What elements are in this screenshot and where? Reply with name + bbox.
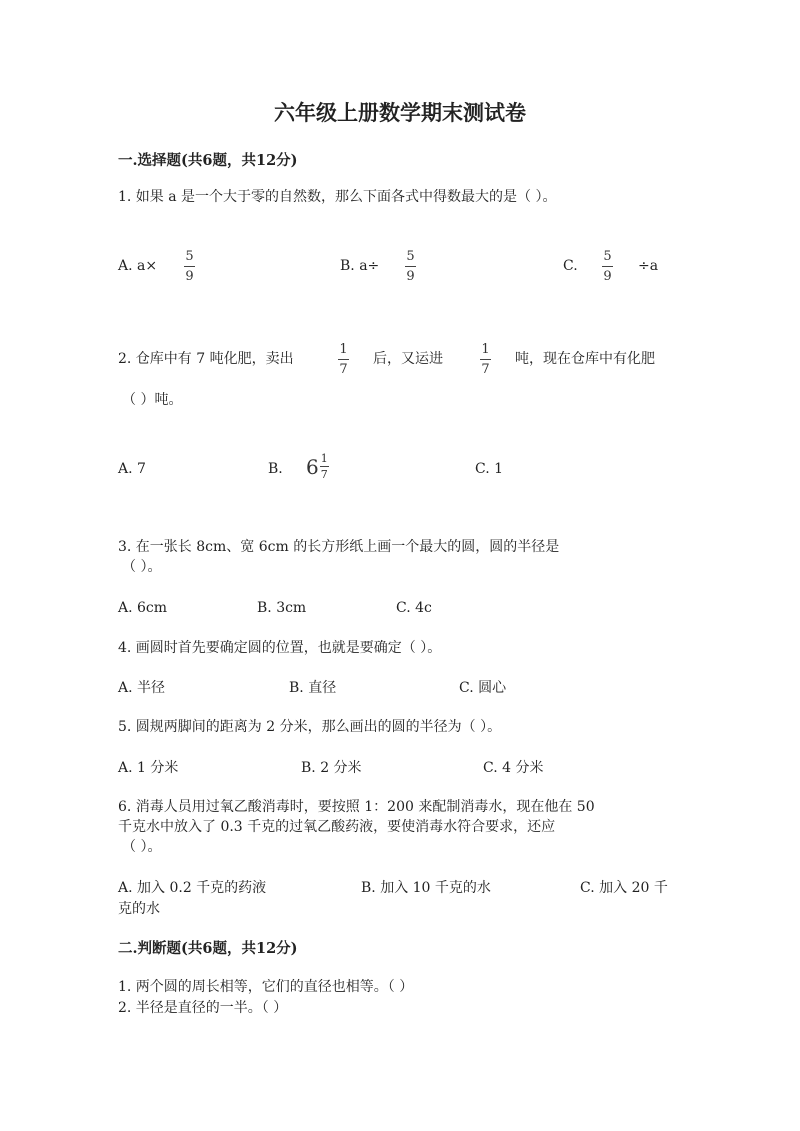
- fraction-denominator: 7: [481, 362, 490, 378]
- fraction-numerator: 5: [603, 249, 612, 264]
- fraction-bar: [405, 266, 416, 267]
- fraction-denominator: 7: [339, 362, 348, 378]
- question-4-option-a[interactable]: A. 半径: [118, 680, 166, 696]
- section-heading-multiple-choice: 一.选择题(共6题，共12分): [118, 152, 298, 169]
- question-6-option-c[interactable]: C. 加入 20 千: [580, 880, 668, 896]
- question-2-option-b[interactable]: B.: [268, 461, 283, 477]
- fraction-one-seventh: [480, 343, 491, 378]
- fraction-denominator: 9: [603, 269, 612, 285]
- question-2-stem-part3: 吨，现在仓库中有化肥: [515, 351, 655, 367]
- fraction-five-ninths: [405, 250, 416, 285]
- question-5-option-c[interactable]: C. 4 分米: [483, 760, 544, 776]
- question-6-option-c-line2: 克的水: [118, 901, 160, 917]
- fraction-numerator: 5: [406, 249, 415, 264]
- fraction-five-ninths: [602, 250, 613, 285]
- fraction-numerator: 1: [339, 342, 348, 357]
- question-3-stem-line1: 3. 在一张长 8cm、宽 6cm 的长方形纸上画一个最大的圆，圆的半径是: [118, 539, 560, 555]
- question-4-stem: 4. 画圆时首先要确定圆的位置，也就是要确定（ ）。: [118, 640, 442, 656]
- question-6-stem-line1: 6. 消毒人员用过氧乙酸消毒时，要按照 1：200 来配制消毒水，现在他在 50: [118, 799, 595, 815]
- question-6-option-a[interactable]: A. 加入 0.2 千克的药液: [118, 880, 267, 896]
- fraction-numerator: 5: [185, 249, 194, 264]
- question-1-option-b[interactable]: B. a÷: [340, 258, 380, 274]
- mixed-number-fraction: [320, 453, 329, 481]
- question-2-stem-part2: 后，又运进: [373, 351, 443, 367]
- question-1-option-c-suffix: ÷a: [638, 258, 659, 274]
- question-6-stem-line3: （ ）。: [122, 839, 162, 855]
- fraction-numerator: 1: [481, 342, 490, 357]
- question-5-option-b[interactable]: B. 2 分米: [301, 760, 362, 776]
- question-5-stem: 5. 圆规两脚间的距离为 2 分米，那么画出的圆的半径为（ ）。: [118, 719, 502, 735]
- page-title: 六年级上册数学期末测试卷: [274, 100, 526, 125]
- question-2-stem-part1: 2. 仓库中有 7 吨化肥，卖出: [118, 351, 294, 367]
- question-2-stem-line2: （ ）吨。: [122, 392, 183, 408]
- section-heading-true-false: 二.判断题(共6题，共12分): [118, 940, 298, 957]
- mixed-number-whole: 6: [306, 455, 319, 480]
- question-6-stem-line2: 千克水中放入了 0.3 千克的过氧乙酸药液，要使消毒水符合要求，还应: [118, 819, 556, 835]
- question-4-option-b[interactable]: B. 直径: [289, 680, 337, 696]
- question-3-option-c[interactable]: C. 4c: [396, 600, 432, 616]
- fraction-denominator: 9: [185, 269, 194, 285]
- fraction-numerator: 1: [320, 452, 328, 465]
- question-3-option-a[interactable]: A. 6cm: [118, 600, 168, 616]
- question-5-option-a[interactable]: A. 1 分米: [118, 760, 179, 776]
- fraction-denominator: 7: [320, 468, 328, 482]
- fraction-denominator: 9: [406, 269, 415, 285]
- question-6-option-b[interactable]: B. 加入 10 千克的水: [361, 880, 491, 896]
- question-1-stem: 1. 如果 a 是一个大于零的自然数，那么下面各式中得数最大的是（ ）。: [118, 189, 557, 205]
- true-false-question-1: 1. 两个圆的周长相等，它们的直径也相等。（ ）: [118, 979, 414, 995]
- true-false-question-2: 2. 半径是直径的一半。（ ）: [118, 1000, 288, 1016]
- fraction-five-ninths: [184, 250, 195, 285]
- fraction-bar: [338, 359, 349, 360]
- question-3-option-b[interactable]: B. 3cm: [257, 600, 307, 616]
- fraction-one-seventh: [338, 343, 349, 378]
- mixed-number-six-and-one-seventh: [306, 453, 329, 481]
- fraction-bar: [480, 359, 491, 360]
- question-2-option-c[interactable]: C. 1: [475, 461, 504, 477]
- fraction-bar: [602, 266, 613, 267]
- question-1-option-c[interactable]: C.: [563, 258, 578, 274]
- fraction-bar: [184, 266, 195, 267]
- fraction-bar: [320, 466, 329, 467]
- question-2-option-a[interactable]: A. 7: [118, 461, 146, 477]
- question-3-stem-line2: （ ）。: [122, 559, 162, 575]
- question-1-option-a[interactable]: A. a×: [118, 258, 158, 274]
- question-4-option-c[interactable]: C. 圆心: [459, 680, 507, 696]
